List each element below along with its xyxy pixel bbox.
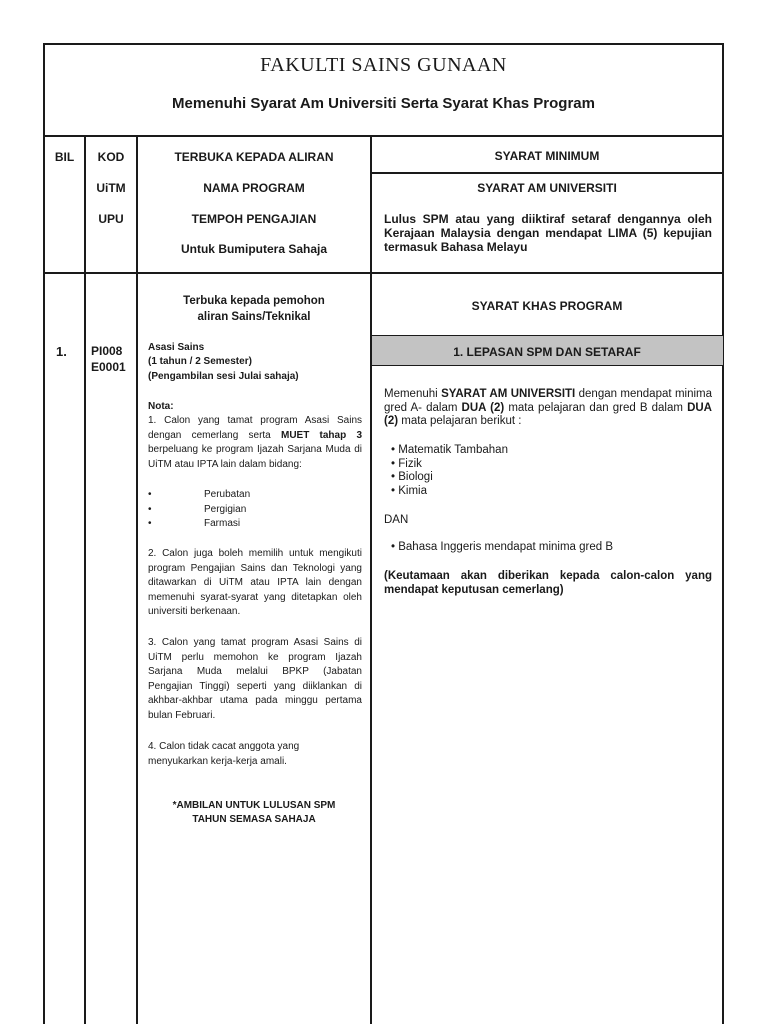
- ambilan-line-2: TAHUN SEMASA SAHAJA: [192, 814, 316, 825]
- kod-upu: E0001: [91, 360, 126, 374]
- note-1-muet: MUET tahap 3: [280, 429, 363, 441]
- col-bil: BIL: [54, 150, 75, 164]
- col-divider-kod: [136, 135, 138, 1024]
- row-divider: [43, 272, 724, 274]
- program-intake: (Pengambilan sesi Julai sahaja): [148, 371, 299, 382]
- bullet-icon: •: [391, 457, 399, 470]
- subject-item: • Kimia: [391, 484, 427, 497]
- subject-item: • Fizik: [391, 457, 422, 470]
- note-3: 3. Calon yang tamat program Asasi Sains di UiTM perlu memohon ke program Ijazah Sarjana Muda melalui BPKP (Jabatan Pengajian Tinggi) seperti yang diiklankan di akhbar-akhbar utama pada minggu pertama bulan Februari.: [148, 637, 362, 721]
- field-item: • Pergigian: [148, 503, 247, 515]
- program-duration: (1 tahun / 2 Semester): [148, 356, 252, 367]
- bullet-icon: •: [148, 503, 152, 515]
- col-kod: KOD: [97, 150, 125, 164]
- bullet-icon: •: [391, 484, 399, 497]
- col-nama-program: NAMA PROGRAM: [203, 181, 305, 195]
- dan-label: DAN: [384, 514, 409, 526]
- lepasan-title: 1. LEPASAN SPM DAN SETARAF: [453, 345, 641, 359]
- syarat-min-divider: [370, 172, 724, 174]
- band-bottom: [370, 365, 724, 366]
- faculty-title: FAKULTI SAINS GUNAAN: [260, 54, 507, 76]
- col-syarat-minimum: SYARAT MINIMUM: [494, 149, 600, 163]
- col-divider-bil: [84, 135, 86, 1024]
- col-uitm: UiTM: [96, 181, 126, 195]
- bullet-icon: •: [148, 489, 152, 500]
- priority-note: (Keutamaan akan diberikan kepada calon-calon yang mendapat keputusan cemerlang): [384, 570, 712, 596]
- field-item: • Perubatan: [148, 489, 251, 500]
- col-upu: UPU: [98, 212, 124, 226]
- border-top: [43, 43, 724, 45]
- bullet-icon: •: [391, 444, 399, 456]
- note-1-a: 1. Calon yang tamat program Asasi Sains dengan cemerlang serta: [148, 415, 362, 441]
- col-tempoh: TEMPOH PENGAJIAN: [191, 212, 317, 226]
- header-divider: [43, 135, 724, 137]
- col-aliran: TERBUKA KEPADA ALIRAN: [174, 150, 334, 164]
- nota-label: Nota:: [148, 401, 174, 412]
- bullet-icon: •: [391, 541, 399, 553]
- requirement-text: Memenuhi SYARAT AM UNIVERSITI dengan mendapat minima gred A- dalam DUA (2) mata pelajaran dan gred B dalam DUA (2) mata pelajaran berikut :: [384, 388, 713, 427]
- syarat-khas-title: SYARAT KHAS PROGRAM: [471, 299, 623, 313]
- field-item: • Farmasi: [148, 518, 241, 530]
- col-syarat-am: SYARAT AM UNIVERSITI: [477, 181, 617, 195]
- border-left: [43, 43, 45, 1024]
- border-right: [722, 43, 724, 1024]
- bullet-icon: •: [148, 518, 152, 530]
- subject-item: • Biologi: [391, 471, 433, 483]
- col-divider-right: [370, 135, 372, 1024]
- kod-uitm: PI008: [91, 344, 123, 358]
- english-requirement: • Bahasa Inggeris mendapat minima gred B: [391, 541, 614, 553]
- bullet-icon: •: [391, 471, 399, 483]
- syarat-am-text: Lulus SPM atau yang diiktiraf setaraf dengannya oleh Kerajaan Malaysia dengan mendapat LIMA (5) kepujian termasuk Bahasa Melayu: [384, 212, 712, 254]
- aliran-line-2: aliran Sains/Teknikal: [197, 311, 311, 323]
- note-1: [148, 414, 362, 472]
- col-bumiputera: Untuk Bumiputera Sahaja: [180, 242, 328, 256]
- page-subtitle: Memenuhi Syarat Am Universiti Serta Syarat Khas Program: [172, 95, 595, 112]
- subject-item: • Matematik Tambahan: [391, 444, 508, 456]
- note-2: 2. Calon juga boleh memilih untuk mengikuti program Pengajian Sains dan Teknologi yang ditawarkan di UiTM atau IPTA lain dengan memenuhi syarat-syarat yang ditetapkan oleh universiti berkenaan.: [148, 548, 362, 618]
- ambilan-line-1: *AMBILAN UNTUK LULUSAN SPM: [172, 800, 336, 811]
- note-4: 4. Calon tidak cacat anggota yang menyukarkan kerja-kerja amali.: [148, 741, 300, 767]
- program-name: Asasi Sains: [148, 342, 205, 353]
- aliran-line-1: Terbuka kepada pemohon: [183, 295, 325, 307]
- subject-list: [391, 444, 508, 498]
- row-number: 1.: [56, 344, 67, 359]
- field-list: [148, 488, 362, 532]
- note-1-b: berpeluang ke program Ijazah Sarjana Muda di UiTM atau IPTA lain dalam bidang:: [148, 444, 362, 470]
- band-top: [370, 335, 724, 336]
